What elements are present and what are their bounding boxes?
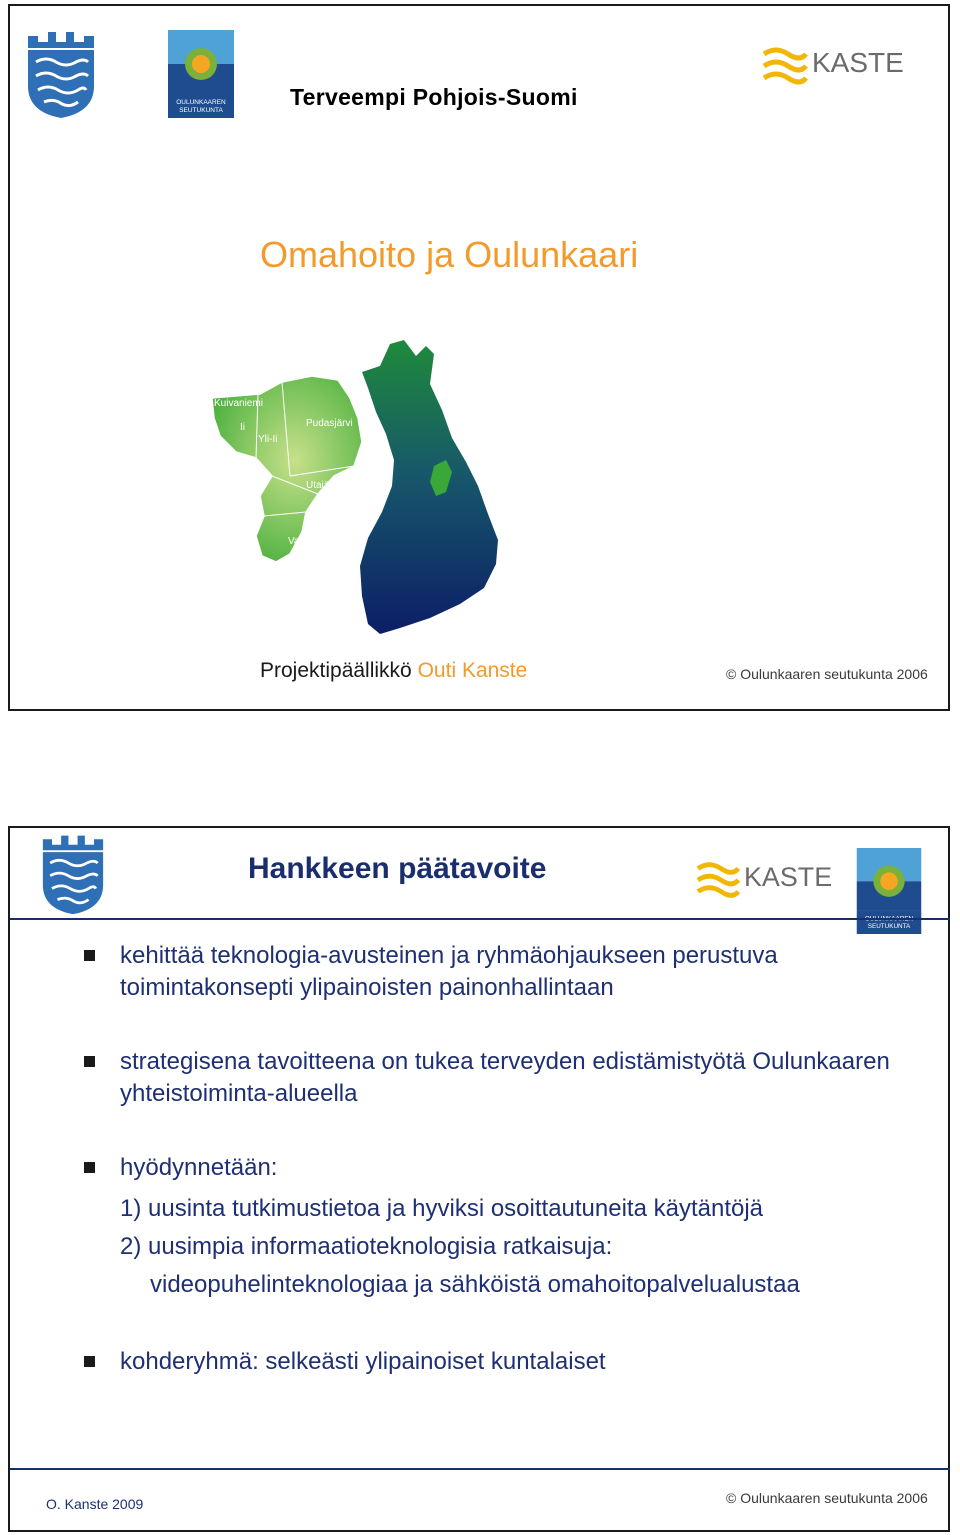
bullet-text: strategisena tavoitteena on tukea terveyden edistämistyötä Oulunkaaren yhteistoiminta-alueella (120, 1048, 890, 1107)
region-label-yli-ii: Yli-Ii (258, 434, 278, 445)
oulunkaari-logo-icon (856, 848, 922, 934)
sub-item: 1) uusinta tutkimustietoa ja hyviksi osoittautuneita käytäntöjä (120, 1195, 764, 1222)
presenter-role: Projektipäällikkö (260, 659, 412, 682)
sub-item: 2) uusimpia informaatioteknologisia ratkaisuja: (120, 1233, 613, 1260)
coat-of-arms-icon (40, 832, 106, 916)
kaste-logo-text: KASTE (744, 861, 833, 892)
list-item (80, 1346, 920, 1378)
copyright-text: © Oulunkaaren seutukunta 2006 (726, 1490, 928, 1506)
slide-title: Hankkeen päätavoite (248, 852, 547, 885)
bullet-text: kehittää teknologia-avusteinen ja ryhmäohjaukseen perustuva toimintakonsepti ylipainoisten painonhallintaan (120, 942, 778, 1001)
kaste-logo-text: KASTE (812, 47, 904, 78)
oulunkaari-logo-text: OULUNKAAREN (176, 99, 226, 106)
bullet-square-icon (84, 1056, 95, 1067)
list-item (80, 940, 920, 1004)
footer-author: O. Kanste 2009 (46, 1496, 144, 1512)
region-label-kuivaniemi: Kuivaniemi (214, 398, 263, 409)
region-label-ii: Ii (240, 422, 245, 433)
bullet-square-icon (84, 1356, 95, 1367)
svg-text:SEUTUKUNTA: SEUTUKUNTA (867, 923, 911, 931)
bullet-text: kohderyhmä: selkeästi ylipainoiset kuntalaiset (120, 1348, 606, 1375)
bullet-text: hyödynnetään: (120, 1154, 278, 1181)
title-slide (8, 4, 950, 711)
presenter-name: Outi Kanste (417, 659, 528, 682)
coat-of-arms-icon (26, 28, 96, 120)
oulunkaari-logo-icon (168, 30, 234, 118)
sub-sub-item: videopuhelinteknologiaa ja sähköistä omahoitopalvelualustaa (150, 1271, 800, 1298)
kaste-logo-icon (696, 856, 840, 904)
list-item (80, 1152, 920, 1304)
presentation-title: Omahoito ja Oulunkaari (260, 234, 639, 275)
kaste-logo-icon (762, 42, 912, 90)
goals-slide (8, 826, 950, 1532)
copyright-text: © Oulunkaaren seutukunta 2006 (726, 666, 928, 682)
svg-text:SEUTUKUNTA: SEUTUKUNTA (179, 107, 223, 114)
region-label-utajarvi: Utajärvi (306, 480, 340, 491)
footer-divider (10, 1468, 950, 1470)
region-label-vaala: Vaala (288, 536, 313, 547)
bullet-list (80, 940, 920, 1420)
bullet-square-icon (84, 950, 95, 961)
slide-header: Terveempi Pohjois-Suomi (290, 84, 578, 110)
list-item (80, 1046, 920, 1110)
presenter-line (260, 659, 527, 683)
header-divider (10, 918, 950, 920)
region-label-pudasjarvi: Pudasjärvi (306, 418, 353, 429)
finland-map (190, 326, 510, 646)
bullet-square-icon (84, 1162, 95, 1173)
